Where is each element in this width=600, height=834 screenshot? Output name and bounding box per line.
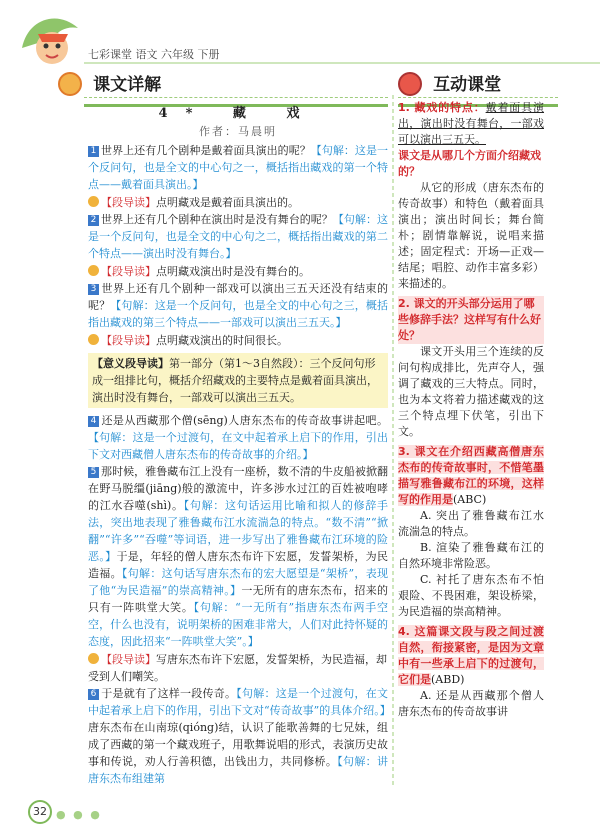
sentence-note: 【句解：讲唐东杰布组建第: [88, 755, 389, 785]
bulb-icon: [88, 653, 99, 664]
header-mascot: [18, 8, 84, 70]
option-text: A. 突出了雅鲁藏布江水流湍急的特点。: [398, 509, 544, 538]
option-text: A. 还是从西藏那个僧人唐东杰布的传奇故事讲: [398, 689, 544, 718]
lesson-mascot-icon: [58, 72, 82, 96]
answer-text: 戴着面具演出，演出时没有舞台，一部戏可以演出三五天。: [398, 101, 545, 146]
sentence-note: 【句解：这句话运用比喻和拟人的修辞手法，突出地表现了雅鲁藏布江水流湍急的特点。“数不清”“掀翻”“许多”“吞噬”等词语，进一步写出了雅鲁藏布江环境的险恶。】: [88, 499, 388, 563]
question-2: [398, 296, 544, 440]
paragraph-text: 世界上还有几个剧种是戴着面具演出的呢？: [101, 144, 311, 157]
guide-tag: 【段导读】: [101, 653, 156, 666]
paragraph-text: 于是，年轻的僧人唐东杰布许下宏愿，发誓架桥，为民造福。: [88, 550, 389, 580]
summary-label: 【意义段导读】: [92, 357, 169, 370]
sentence-note: 【句解：这是一个反问句，也是全文的中心句之一，概括指出藏戏的第一个特点——戴着面具演出。】: [88, 144, 389, 191]
paragraph-number: 4: [88, 416, 99, 427]
article-author: 作者：马晨明: [199, 125, 277, 138]
right-section-title: 互动课堂: [433, 75, 502, 95]
guide-text: 点明藏戏演出的时间很长。: [156, 334, 288, 347]
paragraph-3: [88, 280, 388, 331]
guide-text: 点明藏戏是戴着面具演出的。: [156, 196, 299, 209]
paragraph-number: 2: [88, 215, 99, 226]
left-section-title: 课文详解: [93, 75, 162, 95]
paragraph-number: 3: [88, 284, 99, 295]
answer-text: 课文开头用三个连续的反问句构成排比，先声夺人，强调了藏戏的三大特点。同时，也为本文将着力描述藏戏的这三个特点埋下伏笔，引出下文。: [398, 345, 544, 438]
sentence-note: 【句解：“一无所有”指唐东杰布两手空空，什么也没有，说明架桥的困难非常大，人们对此持怀疑的态度，因此招来“一阵哄堂大笑”。】: [88, 601, 389, 648]
paragraph-number: 5: [88, 467, 99, 478]
section-summary: [88, 353, 388, 408]
question-3: [398, 444, 544, 620]
paragraph-text: 还是从西藏那个僧(sēng)人唐东杰布的传奇故事讲起吧。: [101, 414, 388, 427]
answer-text: 从它的形成（唐东杰布的传奇故事）和特色（戴着面具演出；演出时间长；舞台简朴；剧情靠解说，说唱来描述；固定程式：开场—正戏—结尾；唱腔、动作丰富多彩）来描述的。: [398, 181, 544, 290]
paragraph-guide: [88, 332, 388, 349]
paragraph-text: 那时候，雅鲁藏布江上没有一座桥，数不清的牛皮船被掀翻在野马脱缰(jiāng)般的激流中，许多涉水过江的百姓被咆哮的江水吞噬(shì)。: [88, 465, 388, 512]
paragraph-6: [88, 685, 391, 787]
paragraph-text: 世界上还有几个剧种在演出时是没有舞台的呢？: [101, 213, 333, 226]
column-divider: [392, 95, 394, 785]
guide-tag: 【段导读】: [101, 334, 156, 347]
header-line: [84, 62, 600, 64]
mascot-icon: [18, 8, 84, 70]
paragraph-4: [88, 412, 388, 463]
question-4: [398, 624, 544, 720]
paragraph-number: 6: [88, 689, 99, 700]
paragraph-text: 一无所有的唐东杰布，招来的只有一阵哄堂大笑。: [88, 584, 389, 614]
sentence-note: 【句解：这是一个过渡句，在文中起着承上启下的作用，引出下文对“传奇故事”的具体介绍。】: [88, 687, 391, 717]
paragraph-guide: [88, 651, 388, 685]
paragraph-1: [88, 142, 388, 193]
sentence-note: 【句解：这是一个反问句，也是全文的中心句之二，概括指出藏戏的第二个特点——演出时没有舞台。】: [88, 213, 389, 260]
option-text: C. 衬托了唐东杰布不怕艰险、不畏困难，架设桥梁，为民造福的崇高精神。: [398, 573, 544, 618]
question-text: 3. 课文在介绍西藏高僧唐东杰布的传奇故事时，不惜笔墨描写雅鲁藏布江的环境，这样写的作用是: [398, 445, 544, 506]
guide-tag: 【段导读】: [101, 196, 156, 209]
paragraph-2: [88, 211, 388, 262]
answer-choice: (ABD): [431, 673, 465, 686]
option-text: B. 渲染了雅鲁藏布江的自然环境非常险恶。: [398, 541, 544, 570]
lesson-text-column: [88, 100, 391, 787]
guide-text: 点明藏戏演出时是没有舞台的。: [156, 265, 310, 278]
question-1: [398, 100, 544, 292]
paragraph-guide: [88, 263, 388, 280]
question-text: 课文是从哪几个方面介绍藏戏的？: [398, 149, 541, 178]
paragraph-number: 1: [88, 146, 99, 157]
paragraph-guide: [88, 194, 388, 211]
paragraph-5: [88, 463, 388, 650]
paragraph-text: 于是就有了这样一段传奇。: [101, 687, 237, 700]
paragraph-text: 唐东杰布在山南琼(qióng)结，认识了能歌善舞的七兄妹，组成了西藏的第一个藏戏班子，用歌舞说唱的形式，表演历史故事和传说，劝人行善积德，出钱出力，共同修桥。: [88, 721, 388, 768]
header-text: 七彩课堂 语文 六年级 下册: [88, 48, 220, 61]
sentence-note: 【句解：这是一个反问句，也是全文的中心句之三，概括指出藏戏的第三个特点——一部戏可以演出三五天。】: [88, 299, 389, 329]
question-text: 4. 这篇课文段与段之间过渡自然，衔接紧密，是因为文章中有一些承上启下的过渡句，它们是: [398, 625, 544, 686]
page-dots-decoration: ● ● ●: [56, 808, 102, 821]
bulb-icon: [88, 334, 99, 345]
paragraph-text: 世界上还有几个剧种一部戏可以演出三五天还没有结束的呢？: [88, 282, 388, 312]
question-text: 2. 课文的开头部分运用了哪些修辞手法？这样写有什么好处？: [398, 296, 544, 344]
summary-text: 第一部分（第1～3自然段）：三个反问句形成一组排比句，概括介绍藏戏的主要特点是戴着面具演出，演出时没有舞台，一部戏可以演出三五天。: [92, 357, 378, 404]
interactive-mascot-icon: [398, 72, 422, 96]
article-title: 4* 藏 戏: [158, 106, 318, 121]
bulb-icon: [88, 196, 99, 207]
page-number: 32: [28, 800, 52, 824]
question-text: 1. 藏戏的特点：: [398, 101, 486, 114]
sentence-note: 【句解：这句话写唐东杰布的宏大愿望是“架桥”，表现了他“为民造福”的崇高精神。】: [88, 567, 389, 597]
answer-choice: (ABC): [453, 493, 487, 506]
guide-text: 写唐东杰布许下宏愿，发誓架桥，为民造福，却受到人们嘲笑。: [88, 653, 387, 683]
bulb-icon: [88, 265, 99, 276]
interactive-column: [398, 100, 544, 720]
guide-tag: 【段导读】: [101, 265, 156, 278]
sentence-note: 【句解：这是一个过渡句，在文中起着承上启下的作用，引出下文对西藏僧人唐东杰布的传奇故事的介绍。】: [88, 431, 388, 461]
